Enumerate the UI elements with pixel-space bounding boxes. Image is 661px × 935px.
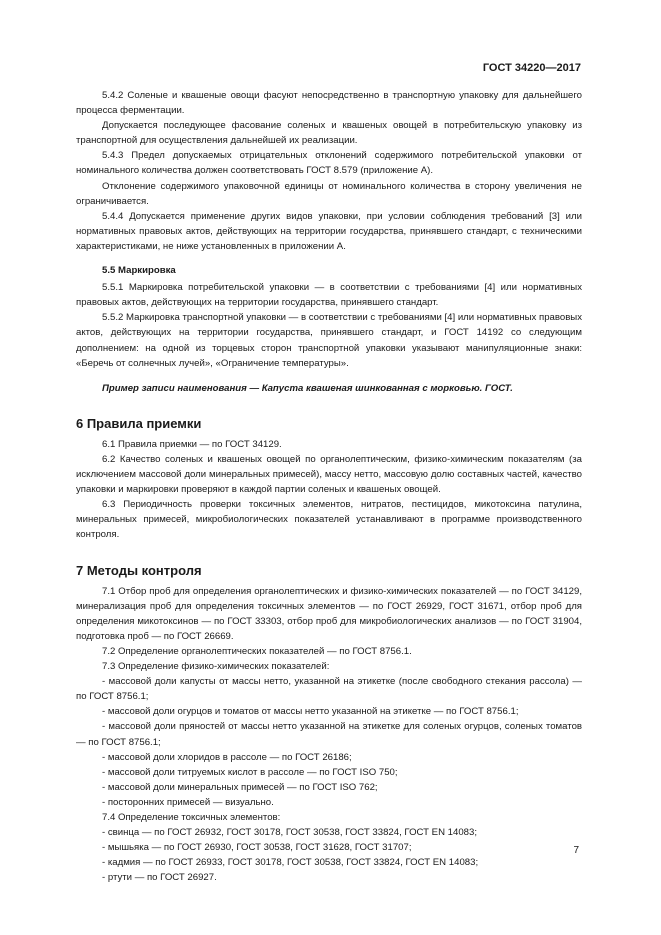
page-content <box>76 88 582 886</box>
clause-5-4-3: 5.4.3 Предел допускаемых отрицательных отклонений содержимого потребительской упаковки от номинального количества должен соответствовать ГОСТ 8.579 (приложение А). <box>76 150 582 177</box>
clause-5-4-2: 5.4.2 Соленые и квашеные овощи фасуют непосредственно в транспортную упаковку для дальнейшего процесса ферментации. <box>76 90 582 117</box>
list-item: - массовой доли пряностей от массы нетто указанной на этикетке для соленых огурцов, соленых томатов — по ГОСТ 8756.1; <box>76 721 582 748</box>
clause-5-5-1: 5.5.1 Маркировка потребительской упаковки — в соответствии с требованиями [4] или нормативных правовых актов, действующих на территории государства, принявшего стандарт. <box>76 282 582 309</box>
list-item: - кадмия — по ГОСТ 26933, ГОСТ 30178, ГОСТ 30538, ГОСТ 33824, ГОСТ EN 14083; <box>102 857 479 869</box>
document-code: ГОСТ 34220—2017 <box>482 62 581 74</box>
list-item: - свинца — по ГОСТ 26932, ГОСТ 30178, ГОСТ 30538, ГОСТ 33824, ГОСТ EN 14083; <box>102 827 478 839</box>
clause-7-3: 7.3 Определение физико-химических показателей: <box>102 661 330 673</box>
list-item: - массовой доли титруемых кислот в рассоле — по ГОСТ ISO 750; <box>102 766 398 778</box>
paragraph: Отклонение содержимого упаковочной единицы от номинального количества в сторону увеличения не ограничивается. <box>76 180 582 207</box>
clause-7-1: 7.1 Отбор проб для определения органолептических и физико-химических показателей — по ГОСТ 34129, минерализация проб для определения токсичных элементов — по ГОСТ 26929, ГОСТ 31671, отбор проб для определения микотоксинов — по ГОСТ 33303, отбор проб для микробиологических анализов — по ГОСТ 31904, подготовка проб — по ГОСТ 26669. <box>76 585 582 642</box>
clause-5-4-4: 5.4.4 Допускается применение других видов упаковки, при условии соблюдения требований [3] или нормативных правовых актов, действующих на территории государства, принявшего стандарт, с техническими характеристиками, не ниже установленных в приложении А. <box>76 210 582 252</box>
subsection-title-marking: 5.5 Маркировка <box>102 265 176 277</box>
list-item: - массовой доли капусты от массы нетто, указанной на этикетке (после свободного стекания рассола) — по ГОСТ 8756.1; <box>76 676 582 703</box>
clause-5-5-2: 5.5.2 Маркировка транспортной упаковки — в соответствии с требованиями [4] или нормативных правовых актов, действующих на территории государства, принявшего стандарт, и ГОСТ 14192 со следующим дополнением: на одной из торцевых сторон транспортной упаковки указывают манипуляционные знаки: «Беречь от солнечных лучей», «Ограничение температуры». <box>76 312 582 369</box>
page-number: 7 <box>573 845 579 856</box>
example-note: Пример записи наименования — Капуста квашеная шинкованная с морковью. ГОСТ. <box>102 382 513 394</box>
list-item: - мышьяка — по ГОСТ 26930, ГОСТ 30538, ГОСТ 31628, ГОСТ 31707; <box>102 842 412 854</box>
section-title-methods: 7 Методы контроля <box>76 562 202 578</box>
section-title-acceptance: 6 Правила приемки <box>76 415 202 431</box>
clause-6-2: 6.2 Качество соленых и квашеных овощей по органолептическим, физико-химическим показателям (за исключением массовой доли минеральных примесей), массу нетто, массовую долю составных частей, качество упаковки и маркировки проверяют в каждой партии соленых и квашеных овощей. <box>76 453 582 496</box>
paragraph: Допускается последующее фасование соленых и квашеных овощей в потребительскую упаковку из транспортной для осуществления дальнейшей их реализации. <box>76 120 582 147</box>
list-item: - ртути — по ГОСТ 26927. <box>102 872 217 884</box>
list-item: - массовой доли огурцов и томатов от массы нетто указанной на этикетке — по ГОСТ 8756.1; <box>102 706 519 718</box>
clause-7-2: 7.2 Определение органолептических показателей — по ГОСТ 8756.1. <box>102 646 412 657</box>
list-item: - посторонних примесей — визуально. <box>102 796 274 808</box>
list-item: - массовой доли минеральных примесей — по ГОСТ ISO 762; <box>102 781 378 793</box>
clause-6-3: 6.3 Периодичность проверки токсичных элементов, нитратов, пестицидов, микотоксина патулина, минеральных примесей, микробиологических показателей устанавливают в программе производственного контроля. <box>76 499 582 541</box>
clause-7-4: 7.4 Определение токсичных элементов: <box>102 812 281 824</box>
list-item: - массовой доли хлоридов в рассоле — по ГОСТ 26186; <box>102 751 352 763</box>
clause-6-1: 6.1 Правила приемки — по ГОСТ 34129. <box>102 438 282 450</box>
